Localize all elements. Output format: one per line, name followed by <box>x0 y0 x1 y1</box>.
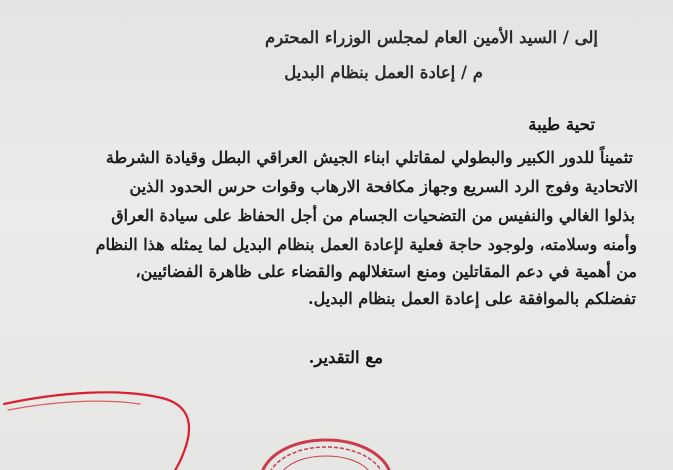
closing-line: مع التقدير. <box>308 348 383 367</box>
signature-stroke-inner <box>8 401 140 410</box>
subject-line: م / إعادة العمل بنظام البديل <box>284 63 483 82</box>
greeting: تحية طيبة <box>528 115 595 134</box>
body-line: تفضلكم بالموافقة على إعادة العمل بنظام البديل. <box>308 289 636 308</box>
body-line: الاتحادية وفوج الرد السريع وجهاز مكافحة الارهاب وقوات حرس الحدود الذين <box>129 177 638 196</box>
stamp-seal <box>262 440 390 470</box>
body-line: من أهمية في دعم المقاتلين ومنع استغلالهم والقضاء على ظاهرة الفضائيين، <box>135 262 637 281</box>
signature-stroke <box>4 392 189 470</box>
body-line: وأمنه وسلامته، ولوجود حاجة فعلية لإعادة العمل بنظام البديل لما يمثله هذا النظام <box>95 235 637 254</box>
body-line: تثميناً للدور الكبير والبطولي لمقاتلي ابناء الجيش العراقي البطل وقيادة الشرطة <box>105 148 633 167</box>
addressee-line: إلى / السيد الأمين العام لمجلس الوزراء المحترم <box>265 28 598 47</box>
body-line: بذلوا الغالي والنفيس من التضحيات الجسام من أجل الحفاظ على سيادة العراق <box>111 206 635 225</box>
